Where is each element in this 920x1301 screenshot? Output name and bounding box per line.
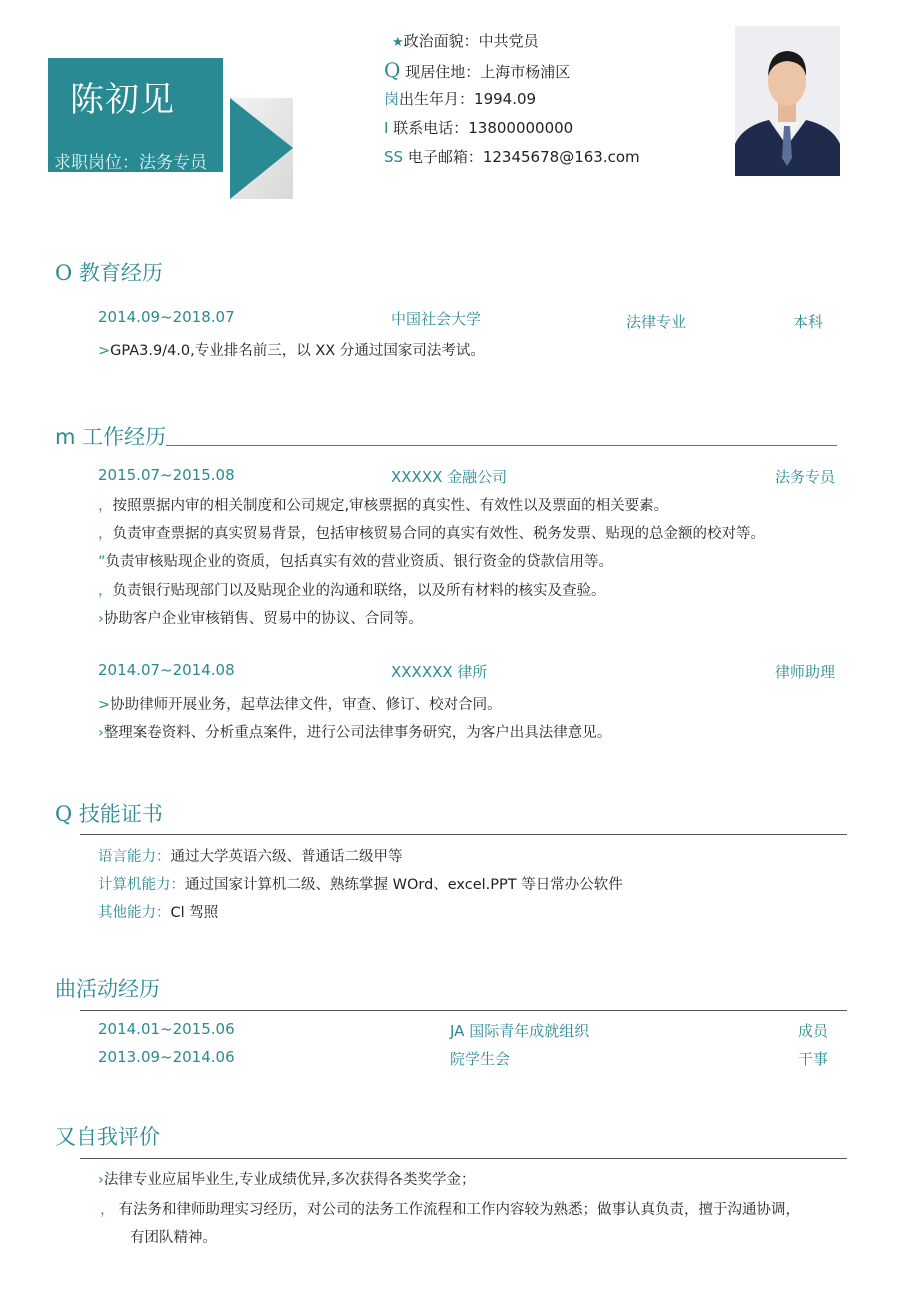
job-bullet: ，按照票据内审的相关制度和公司规定,审核票据的真实性、有效性以及票面的相关要素。 bbox=[98, 498, 669, 514]
education-title: O 教育经历 bbox=[55, 261, 163, 285]
phone-icon: I bbox=[384, 119, 389, 137]
job-company: XXXXX 金融公司 bbox=[391, 468, 508, 486]
job-company: XXXXXX 律所 bbox=[391, 663, 488, 681]
profile-photo bbox=[735, 26, 840, 176]
job-role: 法务专员 bbox=[775, 468, 836, 486]
job-bullet: ›整理案卷资料、分析重点案件，进行公司法律事务研究，为客户出具法律意见。 bbox=[98, 725, 612, 741]
job-date: 2015.07~2015.08 bbox=[98, 466, 235, 484]
job-bullet: ”负责审核贴现企业的资质，包括真实有效的营业资质、银行资金的贷款信用等。 bbox=[98, 554, 614, 570]
skills-icon: Q bbox=[55, 802, 73, 826]
job-objective: 求职岗位：法务专员 bbox=[54, 153, 207, 172]
skills-title: Q 技能证书 bbox=[55, 802, 163, 826]
name-banner bbox=[48, 58, 223, 172]
job-bullet: ，负责审查票据的真实贸易背景，包括审核贸易合同的真实有效性、税务发票、贴现的总金额的校对等。 bbox=[98, 526, 765, 542]
work-divider bbox=[166, 445, 837, 446]
info-phone: I 联系电话：13800000000 bbox=[384, 119, 574, 137]
activity-org: JA 国际青年成就组织 bbox=[450, 1022, 590, 1040]
skills-divider bbox=[80, 834, 847, 835]
calendar-icon: 岗 bbox=[384, 90, 400, 108]
education-detail: >GPA3.9/4.0,专业排名前三，以 XX 分通过国家司法考试。 bbox=[98, 343, 485, 359]
skill-item: 其他能力：Cl 驾照 bbox=[98, 905, 219, 921]
self-eval-bullet: ›法律专业应届毕业生,专业成绩优异,多次获得各类奖学金； bbox=[98, 1172, 476, 1188]
info-residence: Q 现居住地：上海市杨浦区 bbox=[384, 58, 571, 82]
activity-date: 2014.01~2015.06 bbox=[98, 1020, 235, 1038]
activities-icon: 曲 bbox=[55, 977, 76, 1001]
activity-date: 2013.09~2014.06 bbox=[98, 1048, 235, 1066]
skill-item: 计算机能力：通过国家计算机二级、熟练掌握 WOrd、excel.PPT 等日常办公软件 bbox=[98, 877, 623, 893]
education-major: 法律专业 bbox=[626, 313, 687, 331]
work-icon: m bbox=[55, 425, 76, 449]
info-birth: 岗出生年月：1994.09 bbox=[384, 90, 537, 108]
activities-divider bbox=[80, 1010, 847, 1011]
activity-role: 成员 bbox=[798, 1022, 829, 1040]
job-bullet: >协助律师开展业务，起草法律文件，审查、修订、校对合同。 bbox=[98, 697, 502, 713]
self-eval-continuation: 有团队精神。 bbox=[130, 1230, 217, 1246]
arrow-decoration-icon bbox=[230, 98, 293, 199]
self-eval-divider bbox=[80, 1158, 847, 1159]
info-political: ★政治面貌：中共党员 bbox=[392, 32, 539, 50]
job-date: 2014.07~2014.08 bbox=[98, 661, 235, 679]
star-icon: ★ bbox=[392, 35, 404, 50]
job-bullet: ，负责银行贴现部门以及贴现企业的沟通和联络，以及所有材料的核实及查验。 bbox=[98, 583, 606, 599]
self-eval-title: 又自我评价 bbox=[55, 1125, 160, 1149]
job-bullet: ›协助客户企业审核销售、贸易中的协议、合同等。 bbox=[98, 611, 423, 627]
activity-org: 院学生会 bbox=[450, 1050, 511, 1068]
education-school: 中国社会大学 bbox=[391, 310, 482, 328]
mail-icon: SS bbox=[384, 148, 404, 166]
education-icon: O bbox=[55, 261, 73, 285]
activities-title: 曲活动经历 bbox=[55, 977, 160, 1001]
skill-item: 语言能力：通过大学英语六级、普通话二级甲等 bbox=[98, 849, 403, 865]
self-eval-bullet: ， 有法务和律师助理实习经历，对公司的法务工作流程和工作内容较为熟悉；做事认真负责，擅于沟通协调， bbox=[100, 1202, 800, 1218]
self-eval-icon: 又 bbox=[55, 1125, 76, 1149]
work-title: m 工作经历 bbox=[55, 425, 167, 449]
activity-role: 干事 bbox=[798, 1050, 829, 1068]
job-role: 律师助理 bbox=[775, 663, 836, 681]
info-email: SS 电子邮箱：12345678@163.com bbox=[384, 148, 640, 166]
candidate-name: 陈初见 bbox=[70, 80, 175, 120]
education-degree: 本科 bbox=[793, 313, 824, 331]
location-icon: Q bbox=[384, 58, 401, 82]
education-date: 2014.09~2018.07 bbox=[98, 308, 235, 326]
